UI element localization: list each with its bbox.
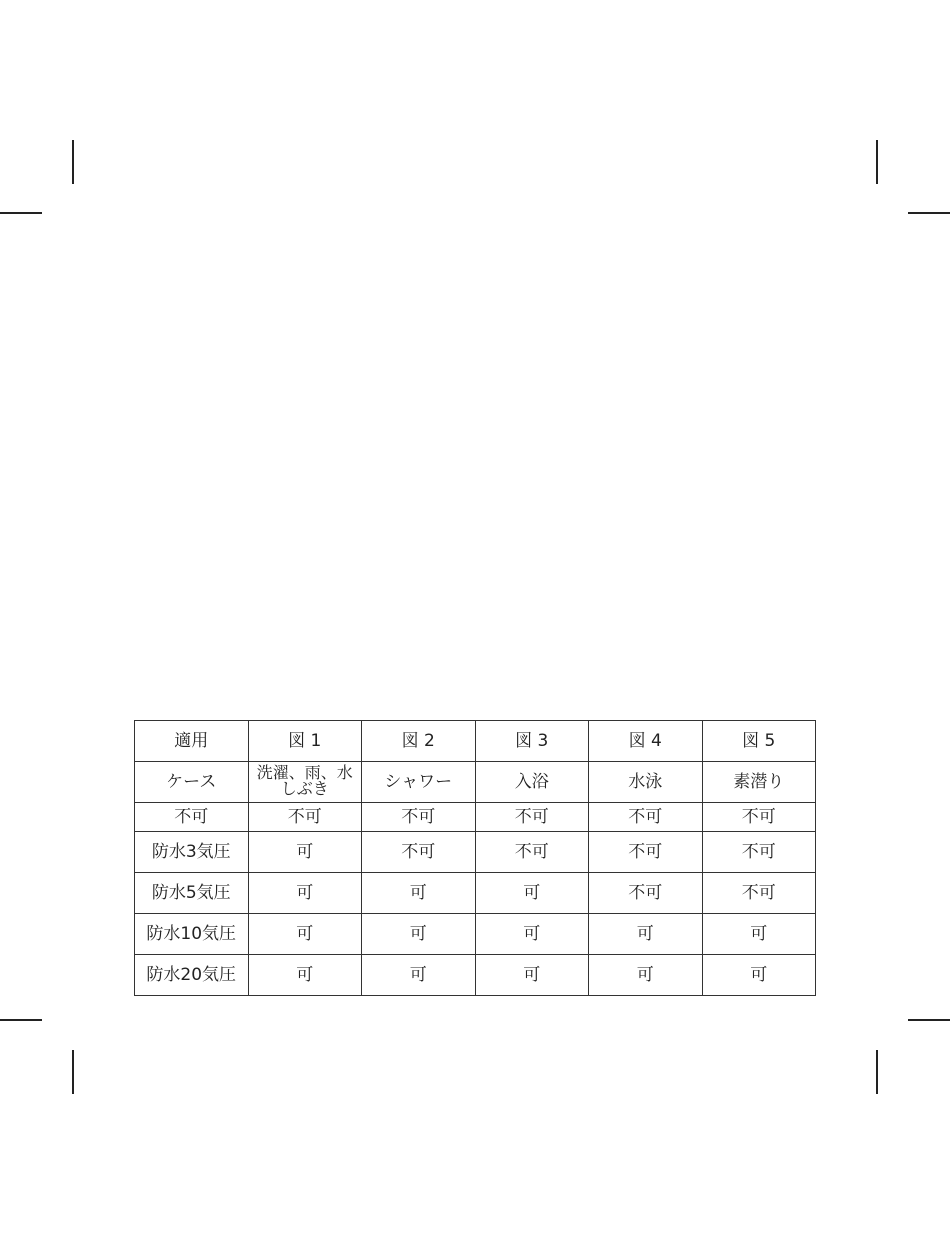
table-cell: 可 xyxy=(362,873,476,914)
crop-mark-top-left-horizontal xyxy=(0,212,42,214)
label-cell-swim: 水泳 xyxy=(589,762,703,803)
table-cell: 可 xyxy=(248,873,362,914)
table-cell: 可 xyxy=(589,914,703,955)
table-cell: 不可 xyxy=(702,803,816,832)
table-cell: 不可 xyxy=(362,832,476,873)
table-cell: 不可 xyxy=(362,803,476,832)
table-cell: 不可 xyxy=(589,873,703,914)
header-cell-usage: 適用 xyxy=(135,721,249,762)
table-cell: 可 xyxy=(702,914,816,955)
table-cell: 可 xyxy=(248,914,362,955)
label-cell-dive: 素潜り xyxy=(702,762,816,803)
table-cell: 可 xyxy=(702,955,816,996)
table-cell: 可 xyxy=(248,832,362,873)
table-cell: 不可 xyxy=(475,832,589,873)
table-cell: 防水10気圧 xyxy=(135,914,249,955)
header-cell-fig1: 図 1 xyxy=(248,721,362,762)
header-cell-fig5: 図 5 xyxy=(702,721,816,762)
table-cell: 不可 xyxy=(135,803,249,832)
header-cell-fig2: 図 2 xyxy=(362,721,476,762)
table-cell: 不可 xyxy=(475,803,589,832)
crop-mark-bottom-left-vertical xyxy=(72,1050,74,1094)
crop-mark-top-left-vertical xyxy=(72,140,74,184)
table-row xyxy=(135,955,816,996)
label-cell-case: ケース xyxy=(135,762,249,803)
table-cell: 不可 xyxy=(589,803,703,832)
crop-mark-bottom-right-vertical xyxy=(876,1050,878,1094)
table-cell: 可 xyxy=(475,955,589,996)
table-cell: 不可 xyxy=(589,832,703,873)
table-cell: 可 xyxy=(362,914,476,955)
table-cell: 可 xyxy=(248,955,362,996)
table-cell: 可 xyxy=(362,955,476,996)
table-cell: 防水20気圧 xyxy=(135,955,249,996)
table-cell: 可 xyxy=(475,873,589,914)
table-cell: 防水3気圧 xyxy=(135,832,249,873)
crop-mark-top-right-horizontal xyxy=(908,212,950,214)
table-cell: 不可 xyxy=(248,803,362,832)
label-cell-bath: 入浴 xyxy=(475,762,589,803)
washing-label-line1: 洗濯、雨、水 xyxy=(256,763,353,783)
table-row xyxy=(135,803,816,832)
table-cell: 防水5気圧 xyxy=(135,873,249,914)
water-resistance-table xyxy=(134,720,816,996)
table-row xyxy=(135,873,816,914)
washing-label xyxy=(257,765,353,797)
label-cell-shower: シャワー xyxy=(362,762,476,803)
activity-label-row xyxy=(135,762,816,803)
table-cell: 可 xyxy=(475,914,589,955)
table-cell: 可 xyxy=(589,955,703,996)
crop-mark-top-right-vertical xyxy=(876,140,878,184)
table-cell: 不可 xyxy=(702,873,816,914)
table-header-row xyxy=(135,721,816,762)
washing-label-line2: しぶき xyxy=(280,779,329,799)
crop-mark-bottom-right-horizontal xyxy=(908,1019,950,1021)
table-cell: 不可 xyxy=(702,832,816,873)
header-cell-fig3: 図 3 xyxy=(475,721,589,762)
label-cell-washing xyxy=(248,762,362,803)
table-row xyxy=(135,832,816,873)
crop-mark-bottom-left-horizontal xyxy=(0,1019,42,1021)
header-cell-fig4: 図 4 xyxy=(589,721,703,762)
table-row xyxy=(135,914,816,955)
